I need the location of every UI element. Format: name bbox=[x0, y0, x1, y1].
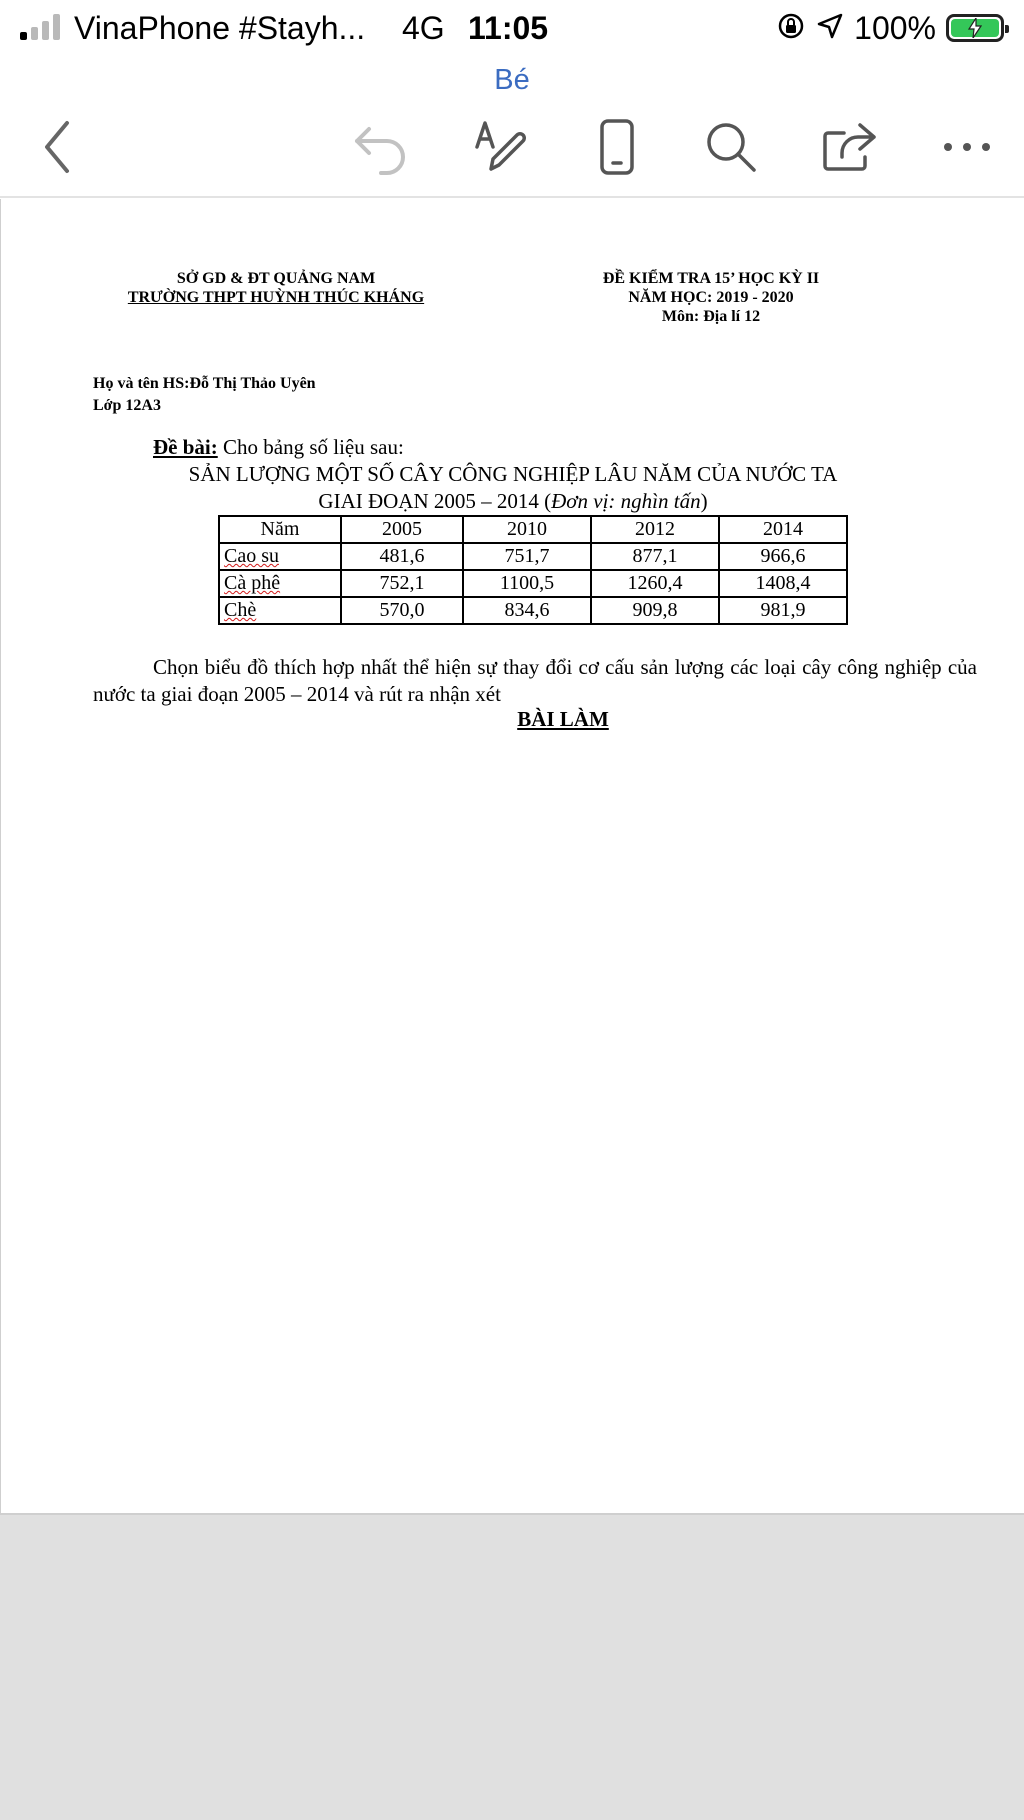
more-icon bbox=[942, 140, 992, 154]
prompt-label: Đề bài: bbox=[153, 435, 218, 459]
undo-button[interactable] bbox=[346, 112, 416, 182]
table-cell: 1100,5 bbox=[463, 570, 591, 597]
table-cell: 481,6 bbox=[341, 543, 463, 570]
student-name: Họ và tên HS:Đỗ Thị Thảo Uyên bbox=[93, 375, 316, 392]
table-cell: 834,6 bbox=[463, 597, 591, 624]
school-name: TRƯỜNG THPT HUỲNH THÚC KHÁNG bbox=[127, 289, 425, 306]
table-cell: 966,6 bbox=[719, 543, 847, 570]
toolbar-divider bbox=[0, 196, 1024, 198]
undo-icon bbox=[351, 119, 411, 175]
network-type: 4G bbox=[402, 10, 445, 46]
exam-title: ĐỀ KIỂM TRA 15’ HỌC KỲ II bbox=[602, 270, 820, 287]
battery-percent: 100% bbox=[854, 10, 936, 46]
row-label: Chè bbox=[219, 597, 341, 624]
table-cell: 1408,4 bbox=[719, 570, 847, 597]
edit-button[interactable] bbox=[466, 112, 536, 182]
student-info bbox=[93, 373, 316, 417]
toolbar bbox=[0, 102, 1024, 192]
table-cell: 570,0 bbox=[341, 597, 463, 624]
subject: Môn: Địa lí 12 bbox=[661, 308, 761, 325]
document-page[interactable] bbox=[0, 199, 1024, 1515]
table-row bbox=[219, 597, 847, 624]
table-header-row bbox=[219, 516, 847, 543]
prompt-text: Cho bảng số liệu sau: bbox=[217, 435, 404, 459]
department-name: SỞ GD & ĐT QUẢNG NAM bbox=[176, 270, 376, 287]
task-instruction: Chọn biểu đồ thích hợp nhất thể hiện sự thay đổi cơ cấu sản lượng các loại cây công nghiệp của nước ta giai đoạn 2005 – 2014 và rút ra nhận xét bbox=[93, 655, 977, 706]
table-cell: 751,7 bbox=[463, 543, 591, 570]
table-header-cell: 2010 bbox=[463, 516, 591, 543]
data-table bbox=[218, 515, 848, 625]
table-header-cell: Năm bbox=[219, 516, 341, 543]
answer-heading: BÀI LÀM bbox=[517, 707, 609, 731]
signal-icon bbox=[20, 14, 60, 40]
table-header-cell: 2014 bbox=[719, 516, 847, 543]
table-subtitle: GIAI ĐOẠN 2005 – 2014 (Đơn vị: nghìn tấn) bbox=[318, 489, 708, 513]
mobile-view-button[interactable] bbox=[582, 112, 652, 182]
unit-label: Đơn vị: nghìn tấn bbox=[551, 489, 701, 513]
share-icon bbox=[820, 119, 878, 175]
carrier-name: VinaPhone #Stayh... bbox=[74, 10, 366, 46]
exam-header bbox=[551, 269, 871, 326]
phone-icon bbox=[597, 117, 637, 177]
table-row bbox=[219, 543, 847, 570]
chevron-left-icon bbox=[37, 117, 77, 177]
table-cell: 752,1 bbox=[341, 570, 463, 597]
prompt bbox=[153, 435, 404, 460]
student-class: Lớp 12A3 bbox=[93, 397, 161, 414]
table-cell: 1260,4 bbox=[591, 570, 719, 597]
document-title[interactable]: Bé bbox=[494, 64, 530, 96]
more-options-button[interactable] bbox=[932, 112, 1002, 182]
status-bar bbox=[0, 0, 1024, 58]
share-button[interactable] bbox=[814, 112, 884, 182]
row-label: Cao su bbox=[219, 543, 341, 570]
table-cell: 909,8 bbox=[591, 597, 719, 624]
school-year: NĂM HỌC: 2019 - 2020 bbox=[628, 289, 794, 306]
clock: 11:05 bbox=[468, 10, 549, 46]
text-edit-pen-icon bbox=[471, 117, 531, 177]
table-row bbox=[219, 570, 847, 597]
table-cell: 877,1 bbox=[591, 543, 719, 570]
orientation-lock-icon bbox=[776, 11, 806, 46]
search-button[interactable] bbox=[696, 112, 766, 182]
table-header-cell: 2005 bbox=[341, 516, 463, 543]
school-header bbox=[91, 269, 461, 307]
table-title: SẢN LƯỢNG MỘT SỐ CÂY CÔNG NGHIỆP LÂU NĂM CỦA NƯỚC TA bbox=[188, 462, 838, 486]
page-background bbox=[0, 1515, 1024, 1820]
search-icon bbox=[703, 119, 759, 175]
location-icon bbox=[816, 12, 844, 45]
back-button[interactable] bbox=[22, 112, 92, 182]
table-header-cell: 2012 bbox=[591, 516, 719, 543]
row-label: Cà phê bbox=[219, 570, 341, 597]
battery-charging-icon bbox=[946, 14, 1004, 42]
table-cell: 981,9 bbox=[719, 597, 847, 624]
